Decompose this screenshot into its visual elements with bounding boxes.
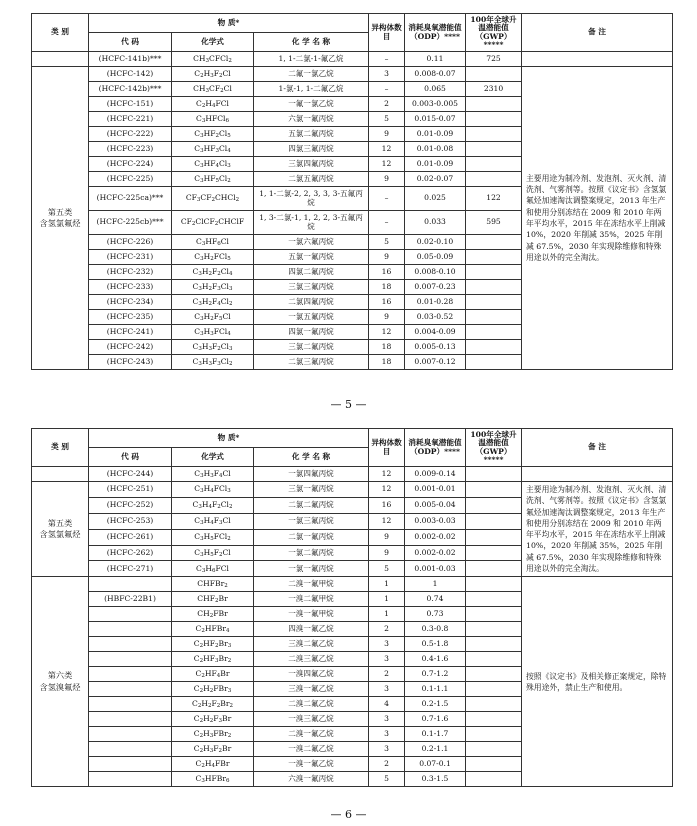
cell-code: (HCFC-233) — [89, 280, 172, 295]
cell-odp: 0.02-0.10 — [405, 235, 466, 250]
remark-text: 按照《议定书》及相关修正案规定，除特殊用途外，禁止生产和使用。 — [522, 577, 673, 787]
cell-code — [89, 577, 172, 592]
header-remark: 备 注 — [522, 429, 673, 467]
cell-name: 二溴一氟乙烷 — [254, 727, 369, 742]
cell-name: 三溴二氟乙烷 — [254, 637, 369, 652]
cell-formula: $C_3HF_5Cl_2$ — [172, 172, 254, 187]
cell-code: (HCFC-222) — [89, 127, 172, 142]
cell-gwp — [466, 265, 522, 280]
cell-formula: $C_3HF_6Cl$ — [172, 235, 254, 250]
cell-formula: $C_2H_2F_3Br$ — [172, 712, 254, 727]
cell-name: 四氯三氟丙烷 — [254, 142, 369, 157]
cell-odp: 0.005-0.04 — [405, 497, 466, 513]
cell-odp: 0.008-0.07 — [405, 67, 466, 82]
cell-isomers: 18 — [369, 280, 405, 295]
cell-formula: $C_3HF_3Cl_4$ — [172, 142, 254, 157]
cell-gwp — [466, 712, 522, 727]
cell-formula: $C_2HF_3Br_2$ — [172, 652, 254, 667]
cell-formula: $C_3H_4F_3Cl$ — [172, 513, 254, 529]
cell-isomers: – — [369, 52, 405, 67]
cell-odp: 0.01-0.09 — [405, 127, 466, 142]
category-label: 第五类 含氢氯氟烃 — [32, 482, 89, 577]
cell-gwp — [466, 310, 522, 325]
cell-formula: $C_3H_2FCl_5$ — [172, 250, 254, 265]
page-number: — 6 — — [330, 808, 367, 821]
cell-code — [89, 682, 172, 697]
cell-name: 一氟一氯乙烷 — [254, 97, 369, 112]
cell-code: (HCFC-224) — [89, 157, 172, 172]
cell-isomers: 3 — [369, 712, 405, 727]
cell-formula: $C_3HFCl_6$ — [172, 112, 254, 127]
cell-isomers: – — [369, 211, 405, 235]
cell-isomers: 12 — [369, 482, 405, 498]
cell-odp: 0.001-0.01 — [405, 482, 466, 498]
cell-code: (HCFC-244) — [89, 467, 172, 482]
cell-code: (HCFC-241) — [89, 325, 172, 340]
cell-code — [89, 607, 172, 622]
cell-gwp — [466, 757, 522, 772]
cell-code: (HCFC-234) — [89, 295, 172, 310]
cell-odp: 0.1-1.1 — [405, 682, 466, 697]
cell-isomers: 5 — [369, 772, 405, 787]
cell-gwp — [466, 97, 522, 112]
cell-name: 三氯四氟丙烷 — [254, 157, 369, 172]
cell-isomers: 12 — [369, 325, 405, 340]
cell-isomers: 18 — [369, 355, 405, 370]
header-category: 类 别 — [32, 429, 89, 467]
cell-odp: 0.007-0.12 — [405, 355, 466, 370]
cell-code — [89, 712, 172, 727]
cell-formula: $C_2HF_2Br_3$ — [172, 637, 254, 652]
cell-name: 1, 1-二氯-2, 2, 3, 3, 3-五氟丙烷 — [254, 187, 369, 211]
cell-formula: $CF_2ClCF_2CHClF$ — [172, 211, 254, 235]
cell-odp: 0.005-0.13 — [405, 340, 466, 355]
cell-odp: 0.015-0.07 — [405, 112, 466, 127]
cell-gwp: 725 — [466, 52, 522, 67]
cell-name: 二氯二氟丙烷 — [254, 497, 369, 513]
cell-gwp — [466, 652, 522, 667]
cell-formula: $C_2H_2F_2Br_2$ — [172, 697, 254, 712]
cell-isomers: 12 — [369, 157, 405, 172]
cell-odp: 0.3-0.8 — [405, 622, 466, 637]
header-odp: 消耗臭氧潜能值（ODP）**** — [405, 14, 466, 52]
table-row — [32, 67, 673, 82]
cell-odp: 0.002-0.02 — [405, 529, 466, 545]
cell-isomers: 16 — [369, 265, 405, 280]
cell-gwp — [466, 325, 522, 340]
cell-code — [89, 652, 172, 667]
cell-formula: $CH_3CFCl_2$ — [172, 52, 254, 67]
cell-odp: 0.008-0.10 — [405, 265, 466, 280]
cell-code: (HCFC-262) — [89, 545, 172, 561]
cell-name: 一氯四氟丙烷 — [254, 467, 369, 482]
cell-odp: 0.001-0.03 — [405, 561, 466, 577]
cell-gwp — [466, 340, 522, 355]
cell-isomers: 2 — [369, 622, 405, 637]
table-body — [32, 429, 673, 787]
cell-isomers: 9 — [369, 310, 405, 325]
cell-name: 1, 1-二氯-1-氟乙烷 — [254, 52, 369, 67]
cell-name: 二氯三氟丙烷 — [254, 355, 369, 370]
cell-isomers: 3 — [369, 637, 405, 652]
cell-formula: $C_3HFBr_6$ — [172, 772, 254, 787]
cell-isomers: 16 — [369, 295, 405, 310]
cell-isomers: – — [369, 187, 405, 211]
cell-isomers: 3 — [369, 727, 405, 742]
cell-formula: $CH_2FBr$ — [172, 607, 254, 622]
cell-formula: $C_2HF_4Br$ — [172, 667, 254, 682]
cell-name: 三氯一氟丙烷 — [254, 482, 369, 498]
cell-odp: 0.2-1.1 — [405, 742, 466, 757]
cell-isomers: 3 — [369, 67, 405, 82]
cell-formula: $C_3H_2F_3Cl_3$ — [172, 280, 254, 295]
cell-formula: $C_3H_2F_5Cl$ — [172, 310, 254, 325]
cell-gwp — [466, 637, 522, 652]
cell-formula: $C_3H_5FCl_2$ — [172, 529, 254, 545]
cell-odp: 0.002-0.02 — [405, 545, 466, 561]
cell-gwp — [466, 112, 522, 127]
cell-name: 二溴三氟乙烷 — [254, 652, 369, 667]
cell-odp: 0.003-0.03 — [405, 513, 466, 529]
cell-code: (HCFC-225) — [89, 172, 172, 187]
cell-isomers: 2 — [369, 97, 405, 112]
table-row — [32, 52, 673, 67]
cell-code: (HCFC-225cb)*** — [89, 211, 172, 235]
cell-name: 六氯一氟丙烷 — [254, 112, 369, 127]
cell-gwp: 122 — [466, 187, 522, 211]
cell-isomers: 18 — [369, 340, 405, 355]
header-formula: 化学式 — [172, 33, 254, 52]
cell-gwp — [466, 355, 522, 370]
cell-name: 一氯一氟丙烷 — [254, 561, 369, 577]
cell-gwp — [466, 667, 522, 682]
cell-gwp — [466, 497, 522, 513]
cell-gwp — [466, 280, 522, 295]
table-row — [32, 577, 673, 592]
cell-code: (HBFC-22B1) — [89, 592, 172, 607]
cell-gwp — [466, 697, 522, 712]
page-number: — 5 — — [330, 398, 367, 411]
cell-formula: $CH_3CF_2Cl$ — [172, 82, 254, 97]
cell-code: (HCFC-223) — [89, 142, 172, 157]
remark-text: 主要用途为制冷剂、发泡剂、灭火剂、清洗剂、气雾剂等。按照《议定书》含氢氯氟烃加速淘汰调整案规定，2013 年生产和使用分别冻结在 2009 和 2010 年两年平均水平，2015 年在冻结水平上削减 10%，2020 年削减 35%，2025 年削减 67.5%，2030 年实现除维修和特殊用途以外的完全淘汰。 — [522, 482, 673, 577]
table-row — [32, 482, 673, 498]
cell-formula: $C_3H_3F_4Cl$ — [172, 467, 254, 482]
cell-odp: 0.004-0.09 — [405, 325, 466, 340]
cell-odp: 0.5-1.8 — [405, 637, 466, 652]
cell-gwp — [466, 529, 522, 545]
cell-formula: $C_2H_3F_2Cl$ — [172, 67, 254, 82]
header-remark: 备 注 — [522, 14, 673, 52]
cell-formula: $C_3H_4FCl_3$ — [172, 482, 254, 498]
cell-name: 二氯四氟丙烷 — [254, 295, 369, 310]
cell-odp: 0.01-0.09 — [405, 157, 466, 172]
cell-isomers: 5 — [369, 235, 405, 250]
cell-name: 四氯二氟丙烷 — [254, 265, 369, 280]
cell-code: (HCFC-226) — [89, 235, 172, 250]
cell-code: (HCFC-251) — [89, 482, 172, 498]
header-chemname: 化 学 名 称 — [254, 33, 369, 52]
cell-name: 一氯三氟丙烷 — [254, 513, 369, 529]
category-label: 第五类 含氢氯氟烃 — [32, 67, 89, 370]
cell-name: 四氯一氟丙烷 — [254, 325, 369, 340]
cell-odp: 0.009-0.14 — [405, 467, 466, 482]
cell-gwp — [466, 742, 522, 757]
header-substance: 物 质* — [89, 14, 369, 33]
substance-table-page-6 — [31, 428, 673, 787]
cell-gwp — [466, 157, 522, 172]
cell-code: (HCFC-142) — [89, 67, 172, 82]
table-body — [32, 14, 673, 370]
header-chemname: 化 学 名 称 — [254, 448, 369, 467]
cell-formula: $C_3H_5F_2Cl$ — [172, 545, 254, 561]
cell-odp: 0.2-1.5 — [405, 697, 466, 712]
cell-odp: 0.3-1.5 — [405, 772, 466, 787]
cell-isomers: 12 — [369, 142, 405, 157]
cell-code: (HCFC-231) — [89, 250, 172, 265]
cell-code: (HCFC-142b)*** — [89, 82, 172, 97]
cell-odp: 0.01-0.28 — [405, 295, 466, 310]
cell-formula: $C_3H_6FCl$ — [172, 561, 254, 577]
cell-odp: 0.01-0.08 — [405, 142, 466, 157]
cell-code: (HCFC-235) — [89, 310, 172, 325]
cell-isomers: 2 — [369, 757, 405, 772]
cell-formula: $C_3H_4F_2Cl_2$ — [172, 497, 254, 513]
cell-remark-empty — [522, 467, 673, 482]
cell-gwp — [466, 545, 522, 561]
cell-code: (HCFC-253) — [89, 513, 172, 529]
cell-formula: $C_3H_3F_3Cl_2$ — [172, 355, 254, 370]
cell-odp: 0.065 — [405, 82, 466, 97]
cell-code — [89, 637, 172, 652]
cell-name: 三氯二氟丙烷 — [254, 340, 369, 355]
cell-formula: $C_3H_3FCl_4$ — [172, 325, 254, 340]
cell-odp: 0.7-1.6 — [405, 712, 466, 727]
cell-gwp — [466, 467, 522, 482]
header-isomers: 异构体数目 — [369, 14, 405, 52]
cell-isomers: 4 — [369, 697, 405, 712]
header-gwp: 100年全球升温潜能值（GWP）***** — [466, 429, 522, 467]
cell-name: 二氯一氟丙烷 — [254, 529, 369, 545]
cell-formula: $C_2H_3F_2Br$ — [172, 742, 254, 757]
cell-isomers: 5 — [369, 112, 405, 127]
cell-gwp — [466, 482, 522, 498]
cell-isomers: 3 — [369, 682, 405, 697]
cell-isomers: 1 — [369, 577, 405, 592]
header-isomers: 异构体数目 — [369, 429, 405, 467]
row-category-empty — [32, 52, 89, 67]
cell-isomers: 1 — [369, 592, 405, 607]
cell-odp: 0.7-1.2 — [405, 667, 466, 682]
cell-name: 一氯二氟丙烷 — [254, 545, 369, 561]
cell-odp: 1 — [405, 577, 466, 592]
cell-name: 二溴二氟乙烷 — [254, 697, 369, 712]
cell-isomers: 9 — [369, 545, 405, 561]
cell-name: 六溴一氟丙烷 — [254, 772, 369, 787]
cell-formula: $C_3H_2F_2Cl_4$ — [172, 265, 254, 280]
cell-formula: $CF_3CF_2CHCl_2$ — [172, 187, 254, 211]
cell-gwp — [466, 561, 522, 577]
cell-code — [89, 727, 172, 742]
cell-name: 三溴一氟乙烷 — [254, 682, 369, 697]
cell-name: 五氯二氟丙烷 — [254, 127, 369, 142]
cell-gwp — [466, 127, 522, 142]
cell-formula: $C_2H_3FBr_2$ — [172, 727, 254, 742]
cell-code — [89, 772, 172, 787]
cell-code: (HCFC-243) — [89, 355, 172, 370]
cell-formula: $C_3HF_4Cl_3$ — [172, 157, 254, 172]
cell-code: (HCFC-225ca)*** — [89, 187, 172, 211]
cell-gwp — [466, 622, 522, 637]
cell-odp: 0.033 — [405, 211, 466, 235]
cell-formula: $C_2H_4FCl$ — [172, 97, 254, 112]
cell-isomers: – — [369, 82, 405, 97]
cell-gwp: 2310 — [466, 82, 522, 97]
cell-name: 一溴二氟甲烷 — [254, 592, 369, 607]
cell-formula: $C_2HFBr_4$ — [172, 622, 254, 637]
cell-name: 二氟一氯乙烷 — [254, 67, 369, 82]
substance-table-page-5 — [31, 13, 673, 370]
cell-formula: $C_3H_3F_2Cl_3$ — [172, 340, 254, 355]
cell-gwp — [466, 142, 522, 157]
cell-code: (HCFC-271) — [89, 561, 172, 577]
cell-name: 二氯五氟丙烷 — [254, 172, 369, 187]
cell-code — [89, 742, 172, 757]
cell-odp: 0.003-0.005 — [405, 97, 466, 112]
cell-isomers: 1 — [369, 607, 405, 622]
remark-text: 主要用途为制冷剂、发泡剂、灭火剂、清洗剂、气雾剂等。按照《议定书》含氢氯氟烃加速淘汰调整案规定，2013 年生产和使用分别冻结在 2009 和 2010 年两年平均水平，2015 年在冻结水平上削减 10%，2020 年削减 35%，2025 年削减 67.5%，2030 年实现除维修和特殊用途以外的完全淘汰。 — [522, 67, 673, 370]
category-label: 第六类 含氢溴氟烃 — [32, 577, 89, 787]
cell-code — [89, 622, 172, 637]
cell-name: 一溴四氟乙烷 — [254, 667, 369, 682]
cell-isomers: 12 — [369, 467, 405, 482]
header-odp: 消耗臭氧潜能值（ODP）**** — [405, 429, 466, 467]
cell-gwp: 595 — [466, 211, 522, 235]
cell-gwp — [466, 513, 522, 529]
cell-gwp — [466, 172, 522, 187]
cell-odp: 0.73 — [405, 607, 466, 622]
header-code: 代 码 — [89, 33, 172, 52]
cell-gwp — [466, 67, 522, 82]
cell-formula: CHFBr$_2$ — [172, 577, 254, 592]
cell-formula: $C_2H_2FBr_3$ — [172, 682, 254, 697]
cell-name: 1-氯-1, 1-二氟乙烷 — [254, 82, 369, 97]
cell-odp: 0.07-0.1 — [405, 757, 466, 772]
cell-gwp — [466, 772, 522, 787]
cell-name: 一溴二氟乙烷 — [254, 742, 369, 757]
header-substance: 物 质* — [89, 429, 369, 448]
cell-code — [89, 667, 172, 682]
cell-formula: $C_2H_4FBr$ — [172, 757, 254, 772]
cell-isomers: 5 — [369, 561, 405, 577]
cell-gwp — [466, 577, 522, 592]
cell-name: 一溴一氟乙烷 — [254, 757, 369, 772]
cell-name: 1, 3-二氯-1, 1, 2, 2, 3-五氟丙烷 — [254, 211, 369, 235]
cell-odp: 0.02-0.07 — [405, 172, 466, 187]
cell-odp: 0.03-0.52 — [405, 310, 466, 325]
cell-isomers: 3 — [369, 652, 405, 667]
cell-formula: $CHF_2Br$ — [172, 592, 254, 607]
cell-odp: 0.74 — [405, 592, 466, 607]
cell-name: 一溴三氟乙烷 — [254, 712, 369, 727]
cell-name: 一氯五氟丙烷 — [254, 310, 369, 325]
cell-code — [89, 757, 172, 772]
cell-name: 一氯六氟丙烷 — [254, 235, 369, 250]
cell-odp: 0.05-0.09 — [405, 250, 466, 265]
cell-name: 一溴一氟甲烷 — [254, 607, 369, 622]
cell-isomers: 3 — [369, 742, 405, 757]
cell-gwp — [466, 682, 522, 697]
cell-isomers: 2 — [369, 667, 405, 682]
cell-odp: 0.025 — [405, 187, 466, 211]
cell-gwp — [466, 295, 522, 310]
cell-odp: 0.007-0.23 — [405, 280, 466, 295]
cell-name: 四溴一氟乙烷 — [254, 622, 369, 637]
cell-odp: 0.11 — [405, 52, 466, 67]
cell-odp: 0.4-1.6 — [405, 652, 466, 667]
cell-isomers: 16 — [369, 497, 405, 513]
cell-gwp — [466, 727, 522, 742]
table-row — [32, 467, 673, 482]
cell-name: 三氯三氟丙烷 — [254, 280, 369, 295]
header-gwp: 100年全球升温潜能值（GWP）***** — [466, 14, 522, 52]
cell-code: (HCFC-221) — [89, 112, 172, 127]
cell-name: 五氯一氟丙烷 — [254, 250, 369, 265]
cell-gwp — [466, 250, 522, 265]
cell-code: (HCFC-261) — [89, 529, 172, 545]
cell-isomers: 9 — [369, 250, 405, 265]
header-category: 类 别 — [32, 14, 89, 52]
cell-gwp — [466, 592, 522, 607]
cell-isomers: 12 — [369, 513, 405, 529]
header-formula: 化学式 — [172, 448, 254, 467]
cell-isomers: 9 — [369, 529, 405, 545]
cell-code: (HCFC-151) — [89, 97, 172, 112]
cell-formula: $C_3HF_2Cl_5$ — [172, 127, 254, 142]
cell-odp: 0.1-1.7 — [405, 727, 466, 742]
cell-formula: $C_3H_2F_4Cl_2$ — [172, 295, 254, 310]
cell-code: (HCFC-252) — [89, 497, 172, 513]
cell-code: (HCFC-242) — [89, 340, 172, 355]
cell-gwp — [466, 607, 522, 622]
cell-code: (HCFC-141b)*** — [89, 52, 172, 67]
cell-name: 二溴一氟甲烷 — [254, 577, 369, 592]
cell-code: (HCFC-232) — [89, 265, 172, 280]
header-code: 代 码 — [89, 448, 172, 467]
cell-gwp — [466, 235, 522, 250]
cell-remark-empty — [522, 52, 673, 67]
cell-isomers: 9 — [369, 172, 405, 187]
cell-isomers: 9 — [369, 127, 405, 142]
row-category-empty — [32, 467, 89, 482]
cell-code — [89, 697, 172, 712]
